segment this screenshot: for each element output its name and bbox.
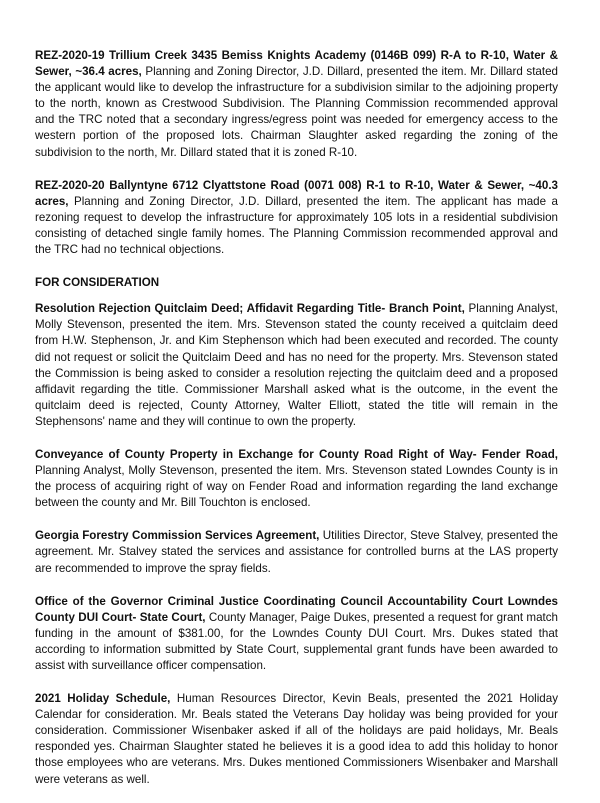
item-body: Human Resources Director, Kevin Beals, presented the 2021 Holiday Calendar for consideration. Mr. Beals stated the Veterans Day holiday was being provided for your consideration. Commissioner Wisenbaker asked if all of the holidays are paid holidays, Mr. Beals responded yes. Chairman Slaughter stated he believes it is a good idea to add this holiday to honor those employees who are veterans. Mrs. Dukes mentioned Commissioners Wisenbaker and Marshall were veterans as well.	[35, 692, 558, 786]
item-lead: 2021 Holiday Schedule,	[35, 692, 171, 706]
consideration-item-dui-court-grant	[35, 594, 558, 674]
item-body: Utilities Director, Steve Stalvey, presented the agreement. Mr. Stalvey stated the services and assistance for controlled burns at the LAS property are recommended to improve the spray fields.	[35, 529, 558, 575]
item-lead: REZ-2020-20 Ballyntyne 6712 Clyattstone Road (0071 008) R-1 to R-10, Water & Sewer, ~40.3 acres,	[35, 178, 558, 208]
item-lead: Resolution Rejection Quitclaim Deed; Affidavit Regarding Title- Branch Point,	[35, 302, 465, 316]
item-body: County Manager, Paige Dukes, presented a request for grant match funding in the amount of $381.00, for the Lowndes County DUI Court. Mrs. Dukes stated that according to information submitted by State Court, supplemental grant funds have been awarded to assist with surveillance officer compensation.	[35, 610, 559, 672]
document-page	[35, 48, 558, 803]
item-lead: Georgia Forestry Commission Services Agreement,	[35, 529, 320, 543]
consideration-item-fender-road	[35, 447, 558, 511]
consideration-item-quitclaim-deed	[35, 301, 558, 430]
rezoning-item-ballyntyne	[35, 178, 558, 258]
item-lead: REZ-2020-19 Trillium Creek 3435 Bemiss Knights Academy (0146B 099) R-A to R-10, Water & Sewer, ~36.4 acres,	[35, 49, 558, 79]
item-lead: Conveyance of County Property in Exchange for County Road Right of Way- Fender Road,	[35, 447, 558, 461]
consideration-item-holiday-schedule	[35, 691, 558, 788]
item-body: Planning and Zoning Director, J.D. Dillard, presented the item. Mr. Dillard stated the applicant would like to develop the infrastructure for a subdivision similar to the adjoining property to the north, known as Crestwood Subdivision. The Planning Commission recommended approval and the TRC noted that a secondary ingress/egress point was needed for emergency access to the western portion of the proposed lots. Chairman Slaughter asked regarding the zoning of the subdivision to the north, Mr. Dillard stated that it is zoned R-10.	[35, 65, 558, 159]
item-body: Planning and Zoning Director, J.D. Dillard, presented the item. The applicant has made a rezoning request to develop the infrastructure for approximately 105 lots in a residential subdivision consisting of detached single family homes. The Planning Commission recommended approval and the TRC had no technical objections.	[35, 194, 558, 257]
section-heading: FOR CONSIDERATION	[35, 276, 160, 290]
item-body: Planning Analyst, Molly Stevenson, presented the item. Mrs. Stevenson stated the county received a quitclaim deed from H.W. Stephenson, Jr. and Kim Stephenson which had been executed and recorded. The county did not request or solicit the Quitclaim Deed and has no need for the property. Mrs. Stevenson stated the Commission is being asked to consider a resolution rejecting the quitclaim deed and a proposed affidavit regarding the title. Commissioner Marshall asked what is the outcome, in the event the quitclaim deed is rejected, County Attorney, Walter Elliott, stated the title will remain in the Stephensons' name and they will continue to own the property.	[35, 302, 559, 428]
item-body: Planning Analyst, Molly Stevenson, presented the item. Mrs. Stevenson stated Lowndes County is in the process of acquiring right of way on Fender Road and information regarding the land exchange between the county and Mr. Bill Touchton is enclosed.	[35, 464, 558, 510]
rezoning-item-trillium-creek	[35, 48, 558, 161]
consideration-item-forestry-agreement	[35, 528, 558, 576]
item-lead: Office of the Governor Criminal Justice Coordinating Council Accountability Court Lowndes County DUI Court- State Court,	[35, 594, 558, 624]
